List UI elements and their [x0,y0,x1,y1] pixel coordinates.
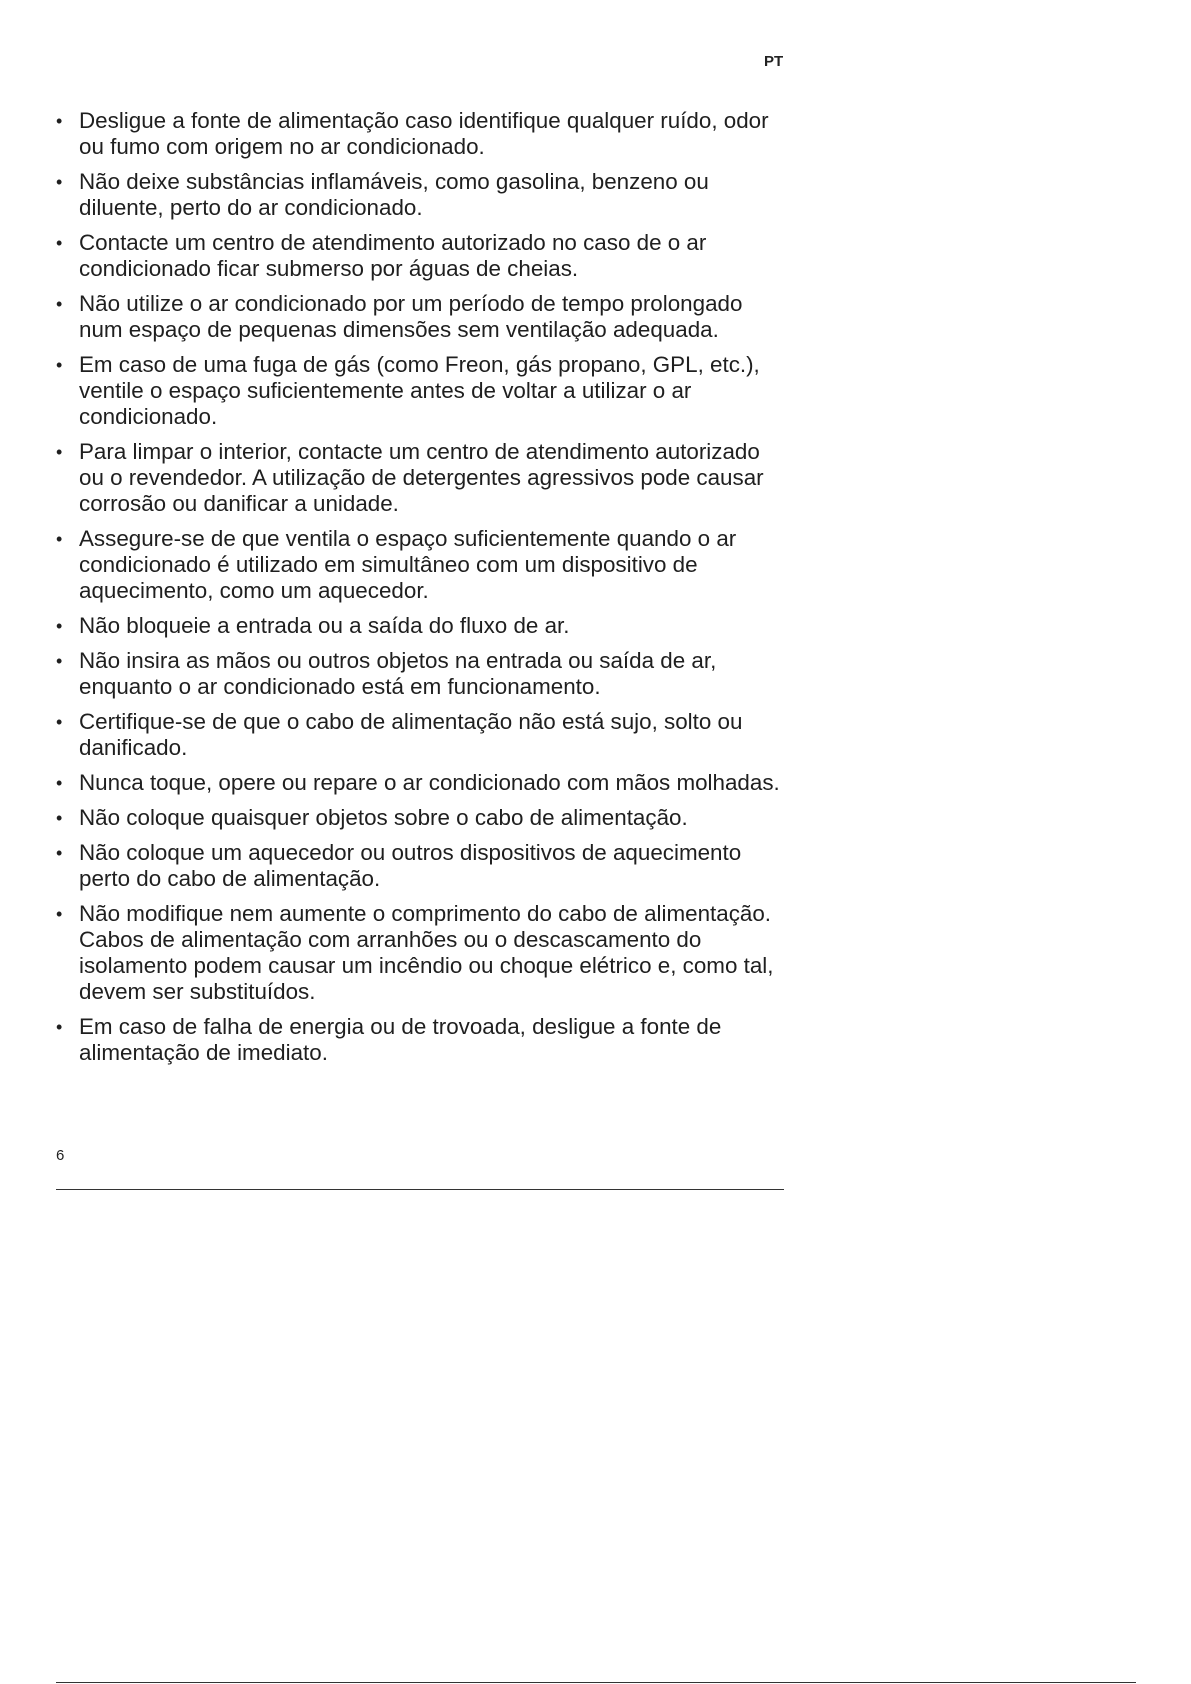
list-item [56,613,786,639]
list-item-text: Não modifique nem aumente o comprimento do cabo de alimentação. Cabos de alimentação com arranhões ou o descascamento do isolamento podem causar um incêndio ou choque elétrico e, como tal, devem ser substituídos. [79,901,774,1004]
bullet-icon: • [56,111,63,131]
bullet-icon: • [56,651,63,671]
list-item-text: Não coloque um aquecedor ou outros dispositivos de aquecimento perto do cabo de alimentação. [79,840,742,891]
bullet-icon: • [56,294,63,314]
list-item [56,526,786,604]
list-item-text: Em caso de uma fuga de gás (como Freon, gás propano, GPL, etc.), ventile o espaço suficientemente antes de voltar a utilizar o ar condicionado. [79,352,760,429]
bullet-icon: • [56,233,63,253]
language-label: PT [764,53,784,70]
bullet-icon: • [56,529,63,549]
list-item [56,352,786,430]
bullet-icon: • [56,616,63,636]
bullet-icon: • [56,712,63,732]
list-item [56,805,786,831]
list-item [56,840,786,892]
bullet-icon: • [56,808,63,828]
bullet-icon: • [56,355,63,375]
list-item [56,291,786,343]
list-item-text: Não coloque quaisquer objetos sobre o cabo de alimentação. [79,805,688,830]
list-item-text: Não insira as mãos ou outros objetos na entrada ou saída de ar, enquanto o ar condicionado está em funcionamento. [79,648,717,699]
list-item [56,230,786,282]
bullet-icon: • [56,172,63,192]
list-item-text: Certifique-se de que o cabo de alimentação não está sujo, solto ou danificado. [79,709,743,760]
list-item [56,709,786,761]
list-item [56,901,786,1005]
list-item [56,1014,786,1066]
footer-divider [56,1189,784,1190]
list-item-text: Assegure-se de que ventila o espaço suficientemente quando o ar condicionado é utilizado em simultâneo com um dispositivo de aquecimento, como um aquecedor. [79,526,737,603]
list-item [56,439,786,517]
list-item-text: Para limpar o interior, contacte um centro de atendimento autorizado ou o revendedor. A utilização de detergentes agressivos pode causar corrosão ou danificar a unidade. [79,439,764,516]
list-item-text: Não deixe substâncias inflamáveis, como gasolina, benzeno ou diluente, perto do ar condicionado. [79,169,709,220]
list-item-text: Não utilize o ar condicionado por um período de tempo prolongado num espaço de pequenas dimensões sem ventilação adequada. [79,291,743,342]
bullet-icon: • [56,1017,63,1037]
list-item [56,169,786,221]
bullet-icon: • [56,843,63,863]
page-number: 6 [56,1147,65,1164]
list-item-text: Nunca toque, opere ou repare o ar condicionado com mãos molhadas. [79,770,780,795]
list-item-text: Em caso de falha de energia ou de trovoada, desligue a fonte de alimentação de imediato. [79,1014,722,1065]
list-item-text: Não bloqueie a entrada ou a saída do fluxo de ar. [79,613,570,638]
list-item [56,108,786,160]
page-bottom-divider [56,1682,1136,1683]
bullet-icon: • [56,904,63,924]
safety-instructions-list [56,108,786,1075]
list-item-text: Contacte um centro de atendimento autorizado no caso de o ar condicionado ficar submerso por águas de cheias. [79,230,707,281]
list-item [56,770,786,796]
bullet-icon: • [56,773,63,793]
list-item [56,648,786,700]
list-item-text: Desligue a fonte de alimentação caso identifique qualquer ruído, odor ou fumo com origem no ar condicionado. [79,108,769,159]
bullet-icon: • [56,442,63,462]
